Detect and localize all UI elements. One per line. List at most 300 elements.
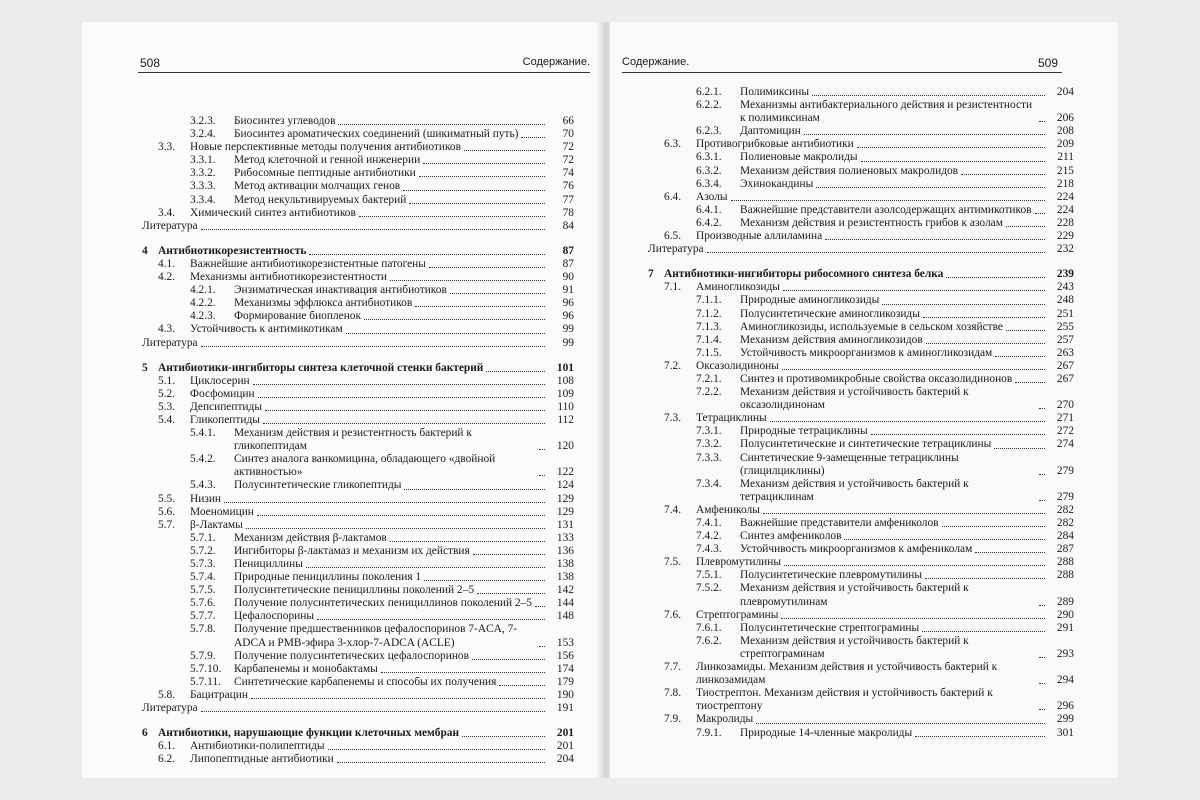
toc-entry-number: 7.4. (664, 503, 682, 516)
toc-entry (648, 99, 1074, 125)
toc-entry (142, 427, 574, 453)
toc-entry-page: 206 (1056, 112, 1074, 125)
toc-entry-page: 87 (562, 257, 574, 270)
dot-leader (857, 147, 1045, 148)
toc-list-left (142, 115, 574, 766)
toc-entry (648, 204, 1074, 217)
dot-leader (1006, 226, 1045, 227)
section-gap (648, 256, 1074, 268)
toc-entry (648, 243, 1074, 256)
toc-entry-title: Депсипептиды (190, 400, 262, 413)
toc-entry-page: 99 (562, 336, 574, 349)
toc-entry-title: Литература (142, 702, 198, 715)
toc-entry-number: 5.1. (158, 374, 176, 387)
toc-entry-title: Важнейшие антибиотикорезистентные патогены (190, 257, 426, 270)
toc-entry (142, 414, 574, 427)
toc-entry-title: Механизмы антибиотикорезистентности (190, 271, 387, 284)
toc-entry (648, 230, 1074, 243)
toc-entry-page: 270 (1056, 399, 1074, 412)
toc-entry-title: Ингибиторы β-лактамаз и механизм их действия (234, 544, 470, 557)
toc-entry-number: 7.8. (664, 687, 682, 700)
toc-entry (142, 545, 574, 558)
toc-entry-title: Биосинтез углеводов (234, 115, 336, 127)
toc-entry-title: Рибосомные пептидные антибиотики (234, 167, 416, 180)
toc-chapter-entry (142, 362, 574, 375)
toc-entry-page: 204 (556, 753, 574, 766)
right-page (610, 22, 1118, 778)
toc-entry-number: 4.2. (158, 271, 176, 284)
toc-entry-page: 211 (1057, 151, 1074, 164)
toc-entry (142, 676, 574, 689)
toc-entry-page: 72 (562, 154, 574, 167)
toc-entry-number: 5.7. (158, 518, 176, 531)
dot-leader (390, 280, 545, 281)
dot-leader (462, 736, 545, 737)
toc-entry-page: 78 (562, 206, 574, 219)
toc-entry (142, 323, 574, 336)
toc-entry (648, 425, 1074, 438)
dot-leader (539, 475, 545, 476)
dot-leader (429, 267, 545, 268)
toc-entry (142, 258, 574, 271)
toc-entry (648, 165, 1074, 178)
dot-leader (424, 580, 545, 581)
dot-leader (265, 410, 545, 411)
dot-leader (258, 397, 545, 398)
toc-entry-title: Механизм действия и устойчивость бактерий к плевромутилинам (740, 582, 969, 608)
toc-entry (142, 337, 574, 350)
toc-entry-title: Эхинокандины (740, 177, 814, 190)
toc-entry-number: 5.4.1. (190, 427, 216, 440)
dot-leader (257, 515, 545, 516)
dot-leader (224, 502, 545, 503)
toc-entry-page: 267 (1056, 359, 1074, 372)
toc-entry-title: Механизм действия аминогликозидов (740, 333, 923, 346)
toc-entry (648, 321, 1074, 334)
toc-entry-title: Формирование биопленок (234, 310, 362, 323)
dot-leader (346, 333, 545, 334)
toc-entry-title: Тетрациклины (696, 412, 767, 425)
left-page (82, 22, 600, 778)
toc-entry-page: 282 (1056, 503, 1074, 516)
toc-entry-page: 96 (562, 310, 574, 323)
toc-entry-page: 267 (1056, 372, 1074, 385)
toc-entry-page: 148 (556, 610, 574, 623)
toc-entry-title: Низин (190, 492, 222, 505)
toc-entry-number: 4.2.3. (190, 310, 216, 323)
toc-entry-page: 129 (556, 505, 574, 518)
toc-entry-title: Антибиотики, нарушающие функции клеточных мембран (158, 727, 460, 740)
toc-entry-page: 271 (1056, 412, 1074, 425)
toc-entry-title: Аминогликозиды (696, 281, 780, 294)
dot-leader (804, 134, 1045, 135)
toc-entry-title: Даптомицин (740, 125, 801, 138)
toc-entry-page: 201 (556, 740, 574, 753)
toc-entry-page: 229 (1056, 230, 1074, 243)
toc-entry (142, 388, 574, 401)
toc-entry-page: 77 (562, 193, 574, 206)
dot-leader (535, 606, 545, 607)
toc-entry-page: 248 (1056, 294, 1074, 307)
toc-entry-page: 129 (556, 492, 574, 505)
toc-entry-title: Литература (142, 219, 198, 232)
toc-list-right (648, 86, 1074, 740)
dot-leader (994, 448, 1045, 449)
toc-entry (142, 479, 574, 492)
dot-leader (251, 698, 545, 699)
toc-entry (648, 543, 1074, 556)
toc-entry (142, 128, 574, 141)
toc-entry-page: 87 (562, 244, 574, 257)
toc-entry-page: 133 (556, 531, 574, 544)
toc-entry-page: 84 (562, 219, 574, 232)
toc-entry-number: 6.4.2. (696, 216, 722, 229)
toc-entry (648, 178, 1074, 191)
section-gap (142, 715, 574, 727)
dot-leader (1039, 683, 1045, 684)
toc-entry (142, 194, 574, 207)
toc-entry (142, 663, 574, 676)
toc-entry-title: Полусинтетические плевромутилины (740, 569, 923, 582)
dot-leader (390, 541, 545, 542)
toc-entry-title: Полимиксины (740, 86, 810, 98)
toc-entry-title: Гликопептиды (190, 413, 260, 426)
toc-entry-title: Полусинтетические пенициллины поколений 2–5 (234, 584, 475, 597)
toc-entry-number: 7.5.1. (696, 569, 722, 582)
toc-entry-page: 120 (556, 440, 574, 453)
page-number: 509 (1037, 56, 1058, 70)
toc-entry (142, 623, 574, 649)
toc-entry-page: 301 (1056, 726, 1074, 739)
header-rule (138, 72, 590, 73)
toc-entry-title: Механизм действия полиеновых макролидов (740, 164, 959, 177)
section-gap (142, 233, 574, 245)
dot-leader (825, 239, 1045, 240)
toc-entry (648, 281, 1074, 294)
toc-entry (648, 661, 1074, 687)
toc-entry-page: 257 (1056, 333, 1074, 346)
toc-entry-title: Механизмы эффлюкса антибиотиков (234, 297, 413, 310)
dot-leader (328, 749, 545, 750)
toc-entry (648, 504, 1074, 517)
toc-entry (142, 167, 574, 180)
toc-entry-title: Новые перспективные методы получения антибиотиков (190, 141, 461, 154)
dot-leader (922, 631, 1045, 632)
toc-entry (648, 478, 1074, 504)
toc-entry-number: 5.7.8. (190, 623, 216, 636)
toc-entry-page: 209 (1056, 138, 1074, 151)
toc-entry (142, 180, 574, 193)
toc-entry-page: 191 (556, 702, 574, 715)
dot-leader (486, 371, 545, 372)
toc-entry (648, 217, 1074, 230)
toc-entry-page: 201 (556, 727, 574, 740)
toc-entry-number: 7.1.3. (696, 320, 722, 333)
toc-entry-number: 4.2.2. (190, 297, 216, 310)
dot-leader (783, 290, 1045, 291)
dot-leader (317, 619, 545, 620)
toc-entry-page: 282 (1056, 517, 1074, 529)
toc-entry (648, 609, 1074, 622)
dot-leader (337, 762, 545, 763)
toc-entry (648, 622, 1074, 635)
dot-leader (731, 200, 1045, 201)
toc-entry (142, 401, 574, 414)
toc-entry (648, 373, 1074, 386)
dot-leader (1015, 382, 1045, 383)
toc-entry-title: Важнейшие представители амфениколов (740, 517, 939, 529)
toc-entry-page: 74 (562, 167, 574, 180)
toc-entry-title: Биосинтез ароматических соединений (шикиматный путь) (234, 128, 519, 141)
toc-entry-page: 179 (556, 675, 574, 688)
toc-entry (142, 558, 574, 571)
toc-entry-page: 294 (1056, 674, 1074, 687)
toc-entry-title: Метод активации молчащих генов (234, 180, 401, 193)
toc-entry-page: 204 (1056, 86, 1074, 98)
dot-leader (871, 434, 1045, 435)
toc-entry-page: 72 (562, 141, 574, 154)
dot-leader (364, 319, 545, 320)
toc-entry (648, 556, 1074, 569)
toc-entry-number: 6.2. (158, 753, 176, 766)
toc-entry-number: 5.2. (158, 387, 176, 400)
toc-entry-number: 5.4.2. (190, 453, 216, 466)
dot-leader (1039, 500, 1045, 501)
toc-entry-page: 274 (1056, 438, 1074, 451)
toc-entry (648, 151, 1074, 164)
toc-entry (648, 582, 1074, 608)
toc-entry (648, 687, 1074, 713)
dot-leader (1039, 408, 1045, 409)
toc-entry-page: 190 (556, 688, 574, 701)
toc-entry (648, 191, 1074, 204)
toc-entry-number: 7.3.3. (696, 451, 722, 464)
toc-entry (648, 438, 1074, 451)
toc-entry-number: 7.2. (664, 359, 682, 372)
toc-entry-number: 6.3.1. (696, 151, 722, 164)
toc-entry-title: Азолы (696, 190, 728, 203)
dot-leader (201, 711, 545, 712)
toc-entry-page: 108 (556, 374, 574, 387)
toc-entry (648, 347, 1074, 360)
toc-entry-title: Природные пенициллины поколения 1 (234, 571, 422, 584)
toc-entry-page: 66 (562, 115, 574, 127)
toc-entry-page: 208 (1056, 125, 1074, 138)
toc-entry-number: 5.7.3. (190, 558, 216, 570)
toc-entry-title: Энзиматическая инактивация антибиотиков (234, 284, 447, 297)
toc-entry-number: 6 (142, 727, 148, 740)
toc-entry-number: 5.5. (158, 492, 176, 505)
dot-leader (473, 554, 545, 555)
toc-entry-number: 7.7. (664, 661, 682, 674)
dot-leader (770, 421, 1045, 422)
toc-entry-page: 136 (556, 544, 574, 557)
toc-entry-number: 5.7.6. (190, 597, 216, 610)
toc-entry-number: 6.4. (664, 190, 682, 203)
toc-entry-page: 124 (556, 479, 574, 492)
dot-leader (539, 646, 545, 647)
dot-leader (450, 293, 545, 294)
toc-entry-number: 7.1.4. (696, 333, 722, 346)
toc-entry-page: 251 (1056, 307, 1074, 320)
toc-entry-title: Циклосерин (190, 374, 250, 387)
dot-leader (201, 346, 545, 347)
toc-entry-title: Механизм действия и устойчивость бактерий к стрептограминам (740, 634, 969, 660)
toc-entry-number: 7.9.1. (696, 726, 722, 739)
dot-leader (961, 174, 1045, 175)
toc-entry-title: Литература (648, 243, 704, 256)
toc-entry-number: 3.3.1. (190, 154, 216, 167)
toc-entry-number: 5.7.10. (190, 662, 222, 675)
toc-entry-page: 288 (1056, 556, 1074, 569)
toc-entry-title: Плевромутилины (696, 556, 782, 569)
toc-entry-title: Бацитрацин (190, 688, 248, 701)
toc-entry-title: Макролиды (696, 713, 754, 726)
toc-entry (142, 220, 574, 233)
toc-entry (142, 702, 574, 715)
toc-entry (648, 569, 1074, 582)
dot-leader (415, 306, 545, 307)
toc-entry-title: Амфениколы (696, 503, 760, 516)
dot-leader (419, 176, 545, 177)
toc-entry-title: Получение полусинтетических пенициллинов поколений 2–5 (234, 597, 532, 610)
toc-entry-title: Антибиотики-полипептиды (190, 740, 325, 753)
dot-leader (521, 137, 545, 138)
running-head: Содержание. (622, 56, 690, 68)
toc-entry (142, 493, 574, 506)
toc-entry-title: Полусинтетические и синтетические тетрациклины (740, 438, 992, 451)
dot-leader (882, 304, 1045, 305)
toc-entry-title: Пенициллины (234, 558, 303, 570)
toc-entry-number: 7.2.2. (696, 386, 722, 399)
toc-entry-title: Механизм действия и устойчивость бактерий к тетрациклинам (740, 477, 969, 503)
toc-entry-number: 7.1.5. (696, 346, 722, 359)
toc-entry (142, 597, 574, 610)
toc-entry (142, 753, 574, 766)
toc-entry-number: 6.4.1. (696, 203, 722, 216)
toc-entry (142, 740, 574, 753)
toc-entry-title: Липопептидные антибиотики (190, 753, 334, 766)
dot-leader (338, 124, 545, 125)
toc-entry-number: 5.4.3. (190, 479, 216, 492)
toc-entry-title: Механизмы антибактериального действия и резистентности к полимиксинам (740, 99, 1033, 125)
toc-entry-number: 4 (142, 244, 148, 257)
header-rule (622, 72, 1062, 73)
toc-entry (142, 271, 574, 284)
toc-entry-title: Полусинтетические стрептограмины (740, 621, 920, 634)
dot-leader (707, 252, 1045, 253)
toc-entry-page: 131 (556, 518, 574, 531)
toc-entry-title: Механизм действия и резистентность бактерий к гликопептидам (234, 427, 472, 453)
toc-entry-page: 299 (1056, 713, 1074, 726)
toc-entry (648, 713, 1074, 726)
toc-entry-title: Устойчивость микроорганизмов к амфениколам (740, 543, 973, 556)
toc-entry-number: 5.7.9. (190, 649, 216, 662)
toc-entry-number: 5.7.7. (190, 610, 216, 623)
toc-entry-page: 110 (557, 400, 574, 413)
toc-entry-page: 101 (556, 361, 574, 374)
dot-leader (816, 187, 1045, 188)
toc-entry-number: 6.2.2. (696, 99, 722, 112)
toc-entry-page: 99 (562, 323, 574, 336)
toc-entry-page: 109 (556, 387, 574, 400)
toc-entry-page: 218 (1056, 177, 1074, 190)
toc-entry (142, 284, 574, 297)
dot-leader (263, 423, 545, 424)
toc-entry-number: 7.1. (664, 281, 682, 294)
toc-entry-page: 232 (1056, 243, 1074, 256)
toc-entry-number: 3.4. (158, 206, 176, 219)
toc-entry-title: Получение предшественников цефалоспоринов 7-ACA, 7-ADCA и PMB-эфира 3-хлор-7-ADCA (ACLE) (234, 623, 518, 649)
dot-leader (1006, 330, 1045, 331)
dot-leader (995, 356, 1045, 357)
toc-chapter-entry (648, 268, 1074, 281)
toc-entry-page: 70 (562, 128, 574, 141)
toc-entry-number: 7.6.1. (696, 621, 722, 634)
toc-entry-number: 3.2.3. (190, 115, 216, 127)
dot-leader (423, 163, 545, 164)
dot-leader (781, 618, 1045, 619)
toc-entry-title: Синтез и противомикробные свойства оксазолидинонов (740, 372, 1013, 385)
toc-entry-title: Синтез амфениколов (740, 530, 842, 543)
toc-entry (648, 530, 1074, 543)
toc-entry (648, 138, 1074, 151)
toc-entry-number: 5.7.2. (190, 544, 216, 557)
toc-entry-number: 5.7.4. (190, 571, 216, 584)
toc-entry-number: 6.2.1. (696, 86, 722, 98)
toc-entry-number: 4.3. (158, 323, 176, 336)
toc-entry-number: 6.3.2. (696, 164, 722, 177)
dot-leader (499, 685, 545, 686)
toc-entry (142, 584, 574, 597)
dot-leader (253, 384, 545, 385)
dot-leader (915, 736, 1045, 737)
toc-entry-number: 7.3.1. (696, 425, 722, 438)
dot-leader (784, 565, 1045, 566)
toc-entry-title: Метод клеточной и генной инженерии (234, 154, 421, 167)
dot-leader (763, 513, 1045, 514)
toc-entry-number: 3.2.4. (190, 128, 216, 141)
toc-entry (648, 294, 1074, 307)
toc-entry-page: 288 (1056, 569, 1074, 582)
dot-leader (409, 203, 545, 204)
toc-entry-number: 7.3. (664, 412, 682, 425)
toc-entry-number: 7.6.2. (696, 634, 722, 647)
toc-entry-page: 239 (1056, 268, 1074, 281)
toc-entry-page: 224 (1056, 190, 1074, 203)
toc-entry-title: Антибиотики-ингибиторы синтеза клеточной стенки бактерий (158, 361, 484, 374)
dot-leader (381, 672, 545, 673)
toc-entry-title: Химический синтез антибиотиков (190, 206, 356, 219)
dot-leader (201, 229, 545, 230)
toc-entry-page: 174 (556, 662, 574, 675)
toc-entry-page: 138 (556, 558, 574, 570)
dot-leader (404, 489, 545, 490)
toc-entry-number: 5.8. (158, 688, 176, 701)
toc-entry-number: 6.5. (664, 230, 682, 243)
dot-leader (942, 526, 1045, 527)
toc-entry-number: 5 (142, 361, 148, 374)
toc-entry-page: 156 (556, 649, 574, 662)
toc-entry-page: 243 (1056, 281, 1074, 294)
toc-entry-number: 6.2.3. (696, 125, 722, 138)
toc-chapter-entry (142, 245, 574, 258)
toc-entry (648, 308, 1074, 321)
toc-entry-number: 6.3. (664, 138, 682, 151)
running-head: Содержание. (522, 56, 590, 68)
dot-leader (1039, 474, 1045, 475)
toc-entry-page: 272 (1056, 425, 1074, 438)
